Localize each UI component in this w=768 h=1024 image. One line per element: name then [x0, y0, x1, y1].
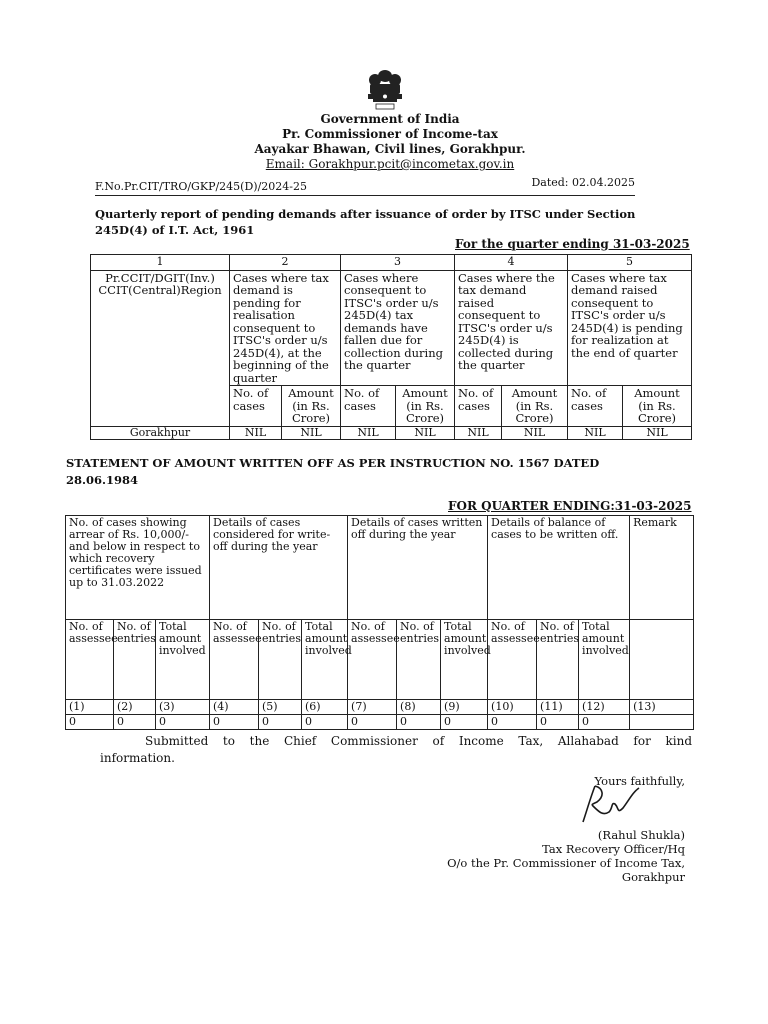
value-cell: NIL — [455, 426, 502, 440]
sub-no-cases: No. of cases — [341, 386, 396, 427]
value-cell: 0 — [397, 715, 441, 730]
sub-assessee: No. of assessee — [348, 620, 397, 700]
value-cell: 0 — [66, 715, 114, 730]
sub-assessee: No. of assessee — [210, 620, 259, 700]
sub-amount: Amount (in Rs. Crore) — [396, 386, 455, 427]
signatory-designation: Tax Recovery Officer/Hq — [542, 842, 685, 856]
value-cell: 0 — [156, 715, 210, 730]
col3-header: Cases where consequent to ITSC's order u/s 245D(4) tax demands have fallen due for collection during the quarter — [341, 270, 455, 386]
remark-header: Remark — [630, 516, 694, 620]
handwritten-signature-icon — [575, 782, 645, 826]
closing-line-2: information. — [100, 751, 175, 765]
value-cell: 0 — [488, 715, 537, 730]
signature-block — [400, 774, 685, 884]
index-cell: (9) — [441, 700, 488, 715]
sub-entries: No. of entries — [114, 620, 156, 700]
value-cell: NIL — [230, 426, 282, 440]
index-cell: (7) — [348, 700, 397, 715]
sub-no-cases: No. of cases — [230, 386, 282, 427]
sub-assessee: No. of assessee — [488, 620, 537, 700]
group4-header: Details of balance of cases to be written off. — [488, 516, 630, 620]
reference-line — [95, 176, 635, 196]
index-cell: (12) — [579, 700, 630, 715]
statement-title: STATEMENT OF AMOUNT WRITTEN OFF AS PER INSTRUCTION NO. 1567 DATED 28.06.1984 — [66, 456, 600, 487]
signatory-city: Gorakhpur — [621, 870, 685, 884]
quarter-ending-1: For the quarter ending 31-03-2025 — [455, 237, 690, 251]
sub-amount: Amount (in Rs. Crore) — [623, 386, 692, 427]
index-cell: (8) — [397, 700, 441, 715]
quarter-ending-2: FOR QUARTER ENDING:31-03-2025 — [448, 499, 692, 513]
sub-assessee: No. of assessee — [66, 620, 114, 700]
report-title: Quarterly report of pending demands after issuance of order by ITSC under Section 245D(4) of I.T. Act, 1961 — [95, 207, 636, 237]
pending-demands-table — [90, 254, 692, 440]
sub-amount: Total amount involved — [156, 620, 210, 700]
sub-amount: Amount (in Rs. Crore) — [282, 386, 341, 427]
remark-sub — [630, 620, 694, 700]
sub-no-cases: No. of cases — [455, 386, 502, 427]
index-cell: (4) — [210, 700, 259, 715]
file-number: F.No.Pr.CIT/TRO/GKP/245(D)/2024-25 — [95, 180, 307, 193]
value-cell: NIL — [568, 426, 623, 440]
value-cell: 0 — [259, 715, 302, 730]
index-cell: (13) — [630, 700, 694, 715]
index-cell: (3) — [156, 700, 210, 715]
value-cell — [630, 715, 694, 730]
col2-header: Cases where tax demand is pending for realisation consequent to ITSC's order u/s 245D(4), at the beginning of the quarter — [230, 270, 341, 386]
group1-header: No. of cases showing arrear of Rs. 10,000/- and below in respect to which recovery certificates were issued up to 31.03.2022 — [66, 516, 210, 620]
national-emblem-icon — [361, 66, 409, 112]
index-cell: (1) — [66, 700, 114, 715]
sub-entries: No. of entries — [259, 620, 302, 700]
value-cell: 0 — [210, 715, 259, 730]
write-off-table — [65, 515, 694, 730]
sub-amount: Amount (in Rs. Crore) — [502, 386, 568, 427]
value-cell: 0 — [441, 715, 488, 730]
sub-no-cases: No. of cases — [568, 386, 623, 427]
yours-faithfully: Yours faithfully, — [594, 774, 685, 788]
region-cell: Gorakhpur — [91, 426, 230, 440]
govt-line: Government of India — [320, 112, 460, 126]
sub-amount: Total amount involved — [441, 620, 488, 700]
col5-header: Cases where tax demand raised consequent to ITSC's order u/s 245D(4) is pending for realization at the end of quarter — [568, 270, 692, 386]
col-number: 5 — [568, 255, 692, 271]
closing-paragraph — [100, 733, 692, 767]
index-cell: (10) — [488, 700, 537, 715]
signatory-office: O/o the Pr. Commissioner of Income Tax, — [447, 856, 685, 870]
col-number: 3 — [341, 255, 455, 271]
value-cell: NIL — [282, 426, 341, 440]
index-cell: (11) — [537, 700, 579, 715]
letterhead — [200, 112, 580, 172]
letter-date: Dated: 02.04.2025 — [531, 176, 635, 189]
index-cell: (2) — [114, 700, 156, 715]
office-line: Pr. Commissioner of Income-tax — [282, 127, 498, 141]
value-cell: NIL — [341, 426, 396, 440]
signature-area — [400, 788, 685, 828]
value-cell: 0 — [348, 715, 397, 730]
email-line[interactable]: Email: Gorakhpur.pcit@incometax.gov.in — [265, 157, 515, 171]
col-number: 1 — [91, 255, 230, 271]
sub-entries: No. of entries — [537, 620, 579, 700]
signatory-name: (Rahul Shukla) — [597, 828, 685, 842]
value-cell: 0 — [302, 715, 348, 730]
sub-entries: No. of entries — [397, 620, 441, 700]
col-number: 4 — [455, 255, 568, 271]
group2-header: Details of cases considered for write-off during the year — [210, 516, 348, 620]
region-header: Pr.CCIT/DGIT(Inv.) CCIT(Central)Region — [91, 270, 230, 426]
sub-amount: Total amount involved — [302, 620, 348, 700]
address-line: Aayakar Bhawan, Civil lines, Gorakhpur. — [254, 142, 526, 156]
group3-header: Details of cases written off during the year — [348, 516, 488, 620]
value-cell: 0 — [579, 715, 630, 730]
value-cell: 0 — [114, 715, 156, 730]
index-cell: (6) — [302, 700, 348, 715]
closing-line-1: Submitted to the Chief Commissioner of Income Tax, Allahabad for kind — [145, 734, 692, 748]
value-cell: 0 — [537, 715, 579, 730]
value-cell: NIL — [502, 426, 568, 440]
col4-header: Cases where the tax demand raised consequent to ITSC's order u/s 245D(4) is collected during the quarter — [455, 270, 568, 386]
index-cell: (5) — [259, 700, 302, 715]
value-cell: NIL — [396, 426, 455, 440]
col-number: 2 — [230, 255, 341, 271]
sub-amount: Total amount involved — [579, 620, 630, 700]
value-cell: NIL — [623, 426, 692, 440]
